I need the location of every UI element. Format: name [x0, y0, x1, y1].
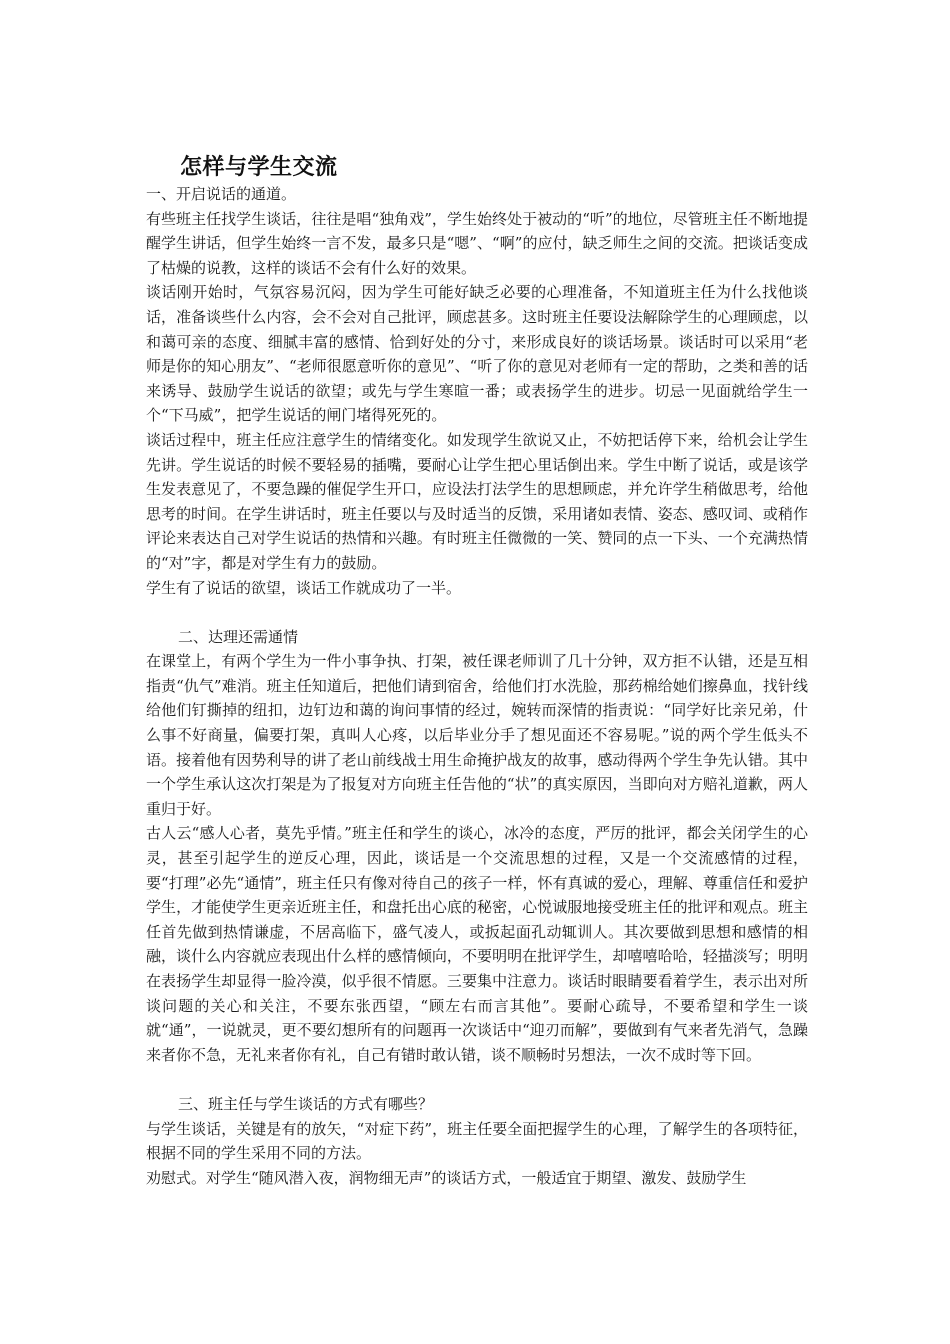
- section-3-paragraph-2: 劝慰式。对学生“随风潜入夜，润物细无声”的谈话方式，一般适宜于期望、激发、鼓励学生: [146, 1168, 747, 1187]
- section-3-paragraph-1: 与学生谈话，关键是有的放矢，“对症下药”，班主任要全面把握学生的心理，了解学生的各项特征，根据不同的学生采用不同的方法。: [146, 1119, 808, 1163]
- section-1-paragraph-2: 谈话刚开始时，气氛容易沉闷，因为学生可能好缺乏必要的心理准备，不知道班主任为什么找他谈话，准备谈些什么内容，会不会对自己批评，顾虑甚多。这时班主任要设法解除学生的心理顾虑，以和蔼可亲的态度、细腻丰富的感情、恰到好处的分寸，来形成良好的谈话场景。谈话时可以采用“老师是你的知心朋友”、“老师很愿意听你的意见”、“听了你的意见对老师有一定的帮助，之类和善的话来诱导、鼓励学生说话的欲望；或先与学生寒暄一番；或表扬学生的进步。切忌一见面就给学生一个“下马威”，把学生说话的闸门堵得死死的。: [146, 283, 808, 425]
- section-3-heading: 三、班主任与学生谈话的方式有哪些？: [178, 1094, 434, 1113]
- section-1-heading: 一、开启说话的通道。: [146, 185, 297, 203]
- section-3: [146, 1092, 808, 1190]
- document-page: [146, 152, 808, 1190]
- section-1-paragraph-1: 有些班主任找学生谈话，往往是唱“独角戏”，学生始终处于被动的“听”的地位，尽管班主任不断地提醒学生讲话，但学生始终一言不发，最多只是“嗯”、“啊”的应付，缺乏师生之间的交流。把谈话变成了枯燥的说教，这样的谈话不会有什么好的效果。: [146, 209, 808, 277]
- section-spacer: [146, 1067, 808, 1092]
- section-2-paragraph-1: 在课堂上，有两个学生为一件小事争执、打架，被任课老师训了几十分钟，双方拒不认错，还是互相指责“仇气”难消。班主任知道后，把他们请到宿舍，给他们打水洗脸，那药棉给她们擦鼻血，找针线给他们钉撕掉的纽扣，边钉边和蔼的询问事情的经过，婉转而深情的指责说：“同学好比亲兄弟，什么事不好商量，偏要打架，真叫人心疼，以后毕业分手了想见面还不容易呢。”说的两个学生低头不语。接着他有因势利导的讲了老山前线战士用生命掩护战友的故事，感动得两个学生争先认错。其中一个学生承认这次打架是为了报复对方向班主任告他的“状”的真实原因，当即向对方赔礼道歉，两人重归于好。: [146, 652, 808, 818]
- section-2-paragraph-2: 古人云“感人心者，莫先乎情。”班主任和学生的谈心，冰冷的态度，严厉的批评，都会关闭学生的心灵，甚至引起学生的逆反心理，因此，谈话是一个交流思想的过程，又是一个交流感情的过程，要“打理”必先“通情”，班主任只有像对待自己的孩子一样，怀有真诚的爱心，理解、尊重信任和爱护学生，才能使学生更亲近班主任，和盘托出心底的秘密，心悦诚服地接受班主任的批评和观点。班主任首先做到热情谦虚，不居高临下，盛气凌人，或扳起面孔动辄训人。其次要做到思想和感情的相融，谈什么内容就应表现出什么样的感情倾向，不要明明在批评学生，却嘻嘻哈哈，轻描淡写；明明在表扬学生却显得一脸冷漠，似乎很不情愿。三要集中注意力。谈话时眼睛要看着学生，表示出对所谈问题的关心和关注，不要东张西望，“顾左右而言其他”。要耐心疏导，不要希望和学生一谈就“通”，一说就灵，更不要幻想所有的问题再一次谈话中“迎刃而解”，要做到有气来者先消气，急躁来者你不急，无礼来者你有礼，自己有错时敢认错，谈不顺畅时另想法，一次不成时等下回。: [146, 824, 808, 1064]
- section-2-heading: 二、达理还需通情: [178, 627, 299, 646]
- section-1-paragraph-3: 谈话过程中，班主任应注意学生的情绪变化。如发现学生欲说又止，不妨把话停下来，给机会让学生先讲。学生说话的时候不要轻易的插嘴，要耐心让学生把心里话倒出来。学生中断了说话，或是该学生发表意见了，不要急躁的催促学生开口，应设法打法学生的思想顾虑，并允许学生稍做思考，给他思考的时间。在学生讲话时，班主任要以与及时适当的反馈，采用诸如表情、姿态、感叹词、或稍作评论来表达自己对学生说话的热情和兴趣。有时班主任微微的一笑、赞同的点一下头、一个充满热情的“对”字，都是对学生有力的鼓励。: [146, 430, 808, 572]
- document-title: 怎样与学生交流: [180, 154, 338, 180]
- section-spacer: [146, 600, 808, 625]
- section-1-paragraph-4: 学生有了说话的欲望，谈话工作就成功了一半。: [146, 578, 462, 597]
- section-2: [146, 625, 808, 1068]
- section-1: [146, 182, 808, 600]
